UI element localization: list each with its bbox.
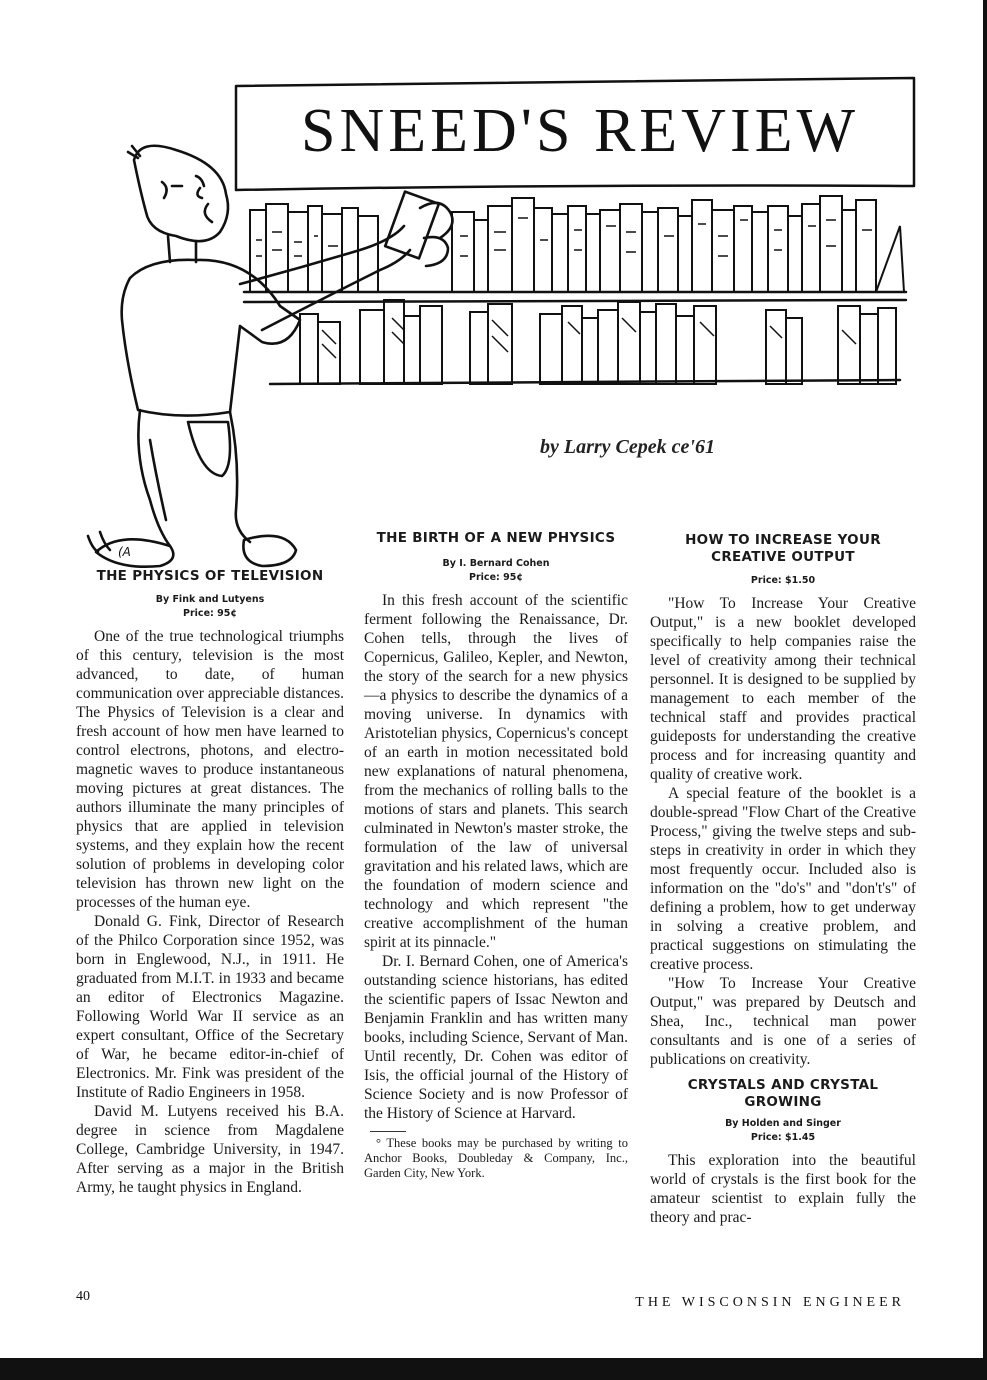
- paragraph: This exploration into the beautiful world of crystals is the first book for the amateur scientist to explain fully the theory and prac-: [650, 1152, 916, 1226]
- paragraph: In this fresh account of the scientific ferment following the Renaissance, Dr. Cohen tells, through the lives of Copernicus, Galileo, Kepler, and Newton, the story of the search for a new physics—a physics to describe the dynamics of a moving universe. In dynamics with Aristotelian physics, Copernicus's concept of an earth in motion necessitated bold new explanations of natural phenomena, from the mechanics of rolling balls to the motions of stars and planets. This search culminated in Newton's master stroke, the formulation of the law of universal gravitation and his related laws, which are the foundation of modern science and technology and which represent "the creative accomplishment of the human spirit at its pinnacle.": [364, 592, 628, 951]
- section-heading-birth-of-new-physics: THE BIRTH OF A NEW PHYSICS: [376, 530, 616, 546]
- column-left: [76, 568, 344, 1197]
- book-authors: By Holden and Singer: [725, 1118, 841, 1129]
- paragraph: "How To Increase Your Creative Output," is a new booklet developed specifically to help companies raise the level of creativity among their technical personnel. It is designed to be supplied by management to each member of the technical staff and provides practical guideposts for understanding the creative process and for increasing quantity and quality of creative work.: [650, 595, 916, 783]
- section-heading-crystals: CRYSTALS AND CRYSTAL GROWING: [687, 1077, 879, 1110]
- paragraph: One of the true technological triumphs of this century, television is the most advanced, to date, of human communication over appreciable distances. The Physics of Television is a clear and fresh account of how men have learned to control electrons, photons, and electro-magnetic waves to produce instantaneous moving pictures at great distances. The authors illuminate the many principles of physics that are applied in television systems, and they explain how the recent solution of problems in developing color television has thrown new light on the processes of the human eye.: [76, 628, 344, 911]
- column-middle: [364, 530, 628, 1181]
- paragraph: Dr. I. Bernard Cohen, one of America's outstanding science historians, has edited the scientific papers of Issac Newton and Benjamin Franklin and has written many books, including Science, Servant of Man. Until recently, Dr. Cohen was editor of Isis, the official journal of the History of Science Society and is now Professor of the History of Science at Harvard.: [364, 953, 628, 1122]
- scan-edge-right: [983, 0, 987, 1380]
- column-right: [650, 532, 916, 1227]
- page-title: SNEED'S REVIEW: [301, 97, 859, 165]
- svg-text:(A: (A: [118, 545, 131, 559]
- book-price: Price: 95¢: [469, 572, 523, 583]
- book-price: Price: $1.45: [750, 1132, 816, 1143]
- book-authors: By Fink and Lutyens: [155, 594, 265, 605]
- paragraph: David M. Lutyens received his B.A. degree in science from Magdalene College, Cambridge University, in 1947. After serving as a major in the British Army, he taught physics in England.: [76, 1103, 344, 1196]
- book-authors: By I. Bernard Cohen: [442, 558, 550, 569]
- paragraph: Donald G. Fink, Director of Research of the Philco Corporation since 1952, was born in Englewood, N.J., in 1911. He graduated from M.I.T. in 1933 and became an editor of Electronics Magazine. Following World War II service as an expert consultant, Office of the Secretary of War, he became editor-in-chief of Electronics. Mr. Fink was president of the Institute of Radio Engineers in 1958.: [76, 913, 344, 1101]
- page-number: 40: [76, 1289, 90, 1304]
- header-illustration: [0, 0, 987, 580]
- section-heading-creative-output: HOW TO INCREASE YOUR CREATIVE OUTPUT: [685, 532, 881, 565]
- book-price: Price: 95¢: [183, 608, 237, 619]
- footnote: ° These books may be purchased by writing to Anchor Books, Doubleday & Company, Inc., Garden City, New York.: [364, 1136, 628, 1180]
- book-price: Price: $1.50: [750, 575, 816, 586]
- article-byline: by Larry Cepek ce'61: [540, 436, 715, 458]
- footnote-divider: [370, 1131, 406, 1132]
- paragraph: "How To Increase Your Creative Output," was prepared by Deutsch and Shea, Inc., technical man power consultants and is one of a series of publications on creativity.: [650, 975, 916, 1068]
- scan-edge-bottom: [0, 1358, 987, 1380]
- paragraph: A special feature of the booklet is a double-spread "Flow Chart of the Creative Process," giving the twelve steps and sub-steps in creativity in order in which they most frequently occur. Included also is information on the "do's" and "don't's" of defining a problem, how to get underway in solving a creative problem, and practical suggestions on stimulating the creative process.: [650, 785, 916, 973]
- journal-name: THE WISCONSIN ENGINEER: [635, 1295, 905, 1310]
- section-heading-physics-of-television: THE PHYSICS OF TELEVISION: [96, 568, 324, 584]
